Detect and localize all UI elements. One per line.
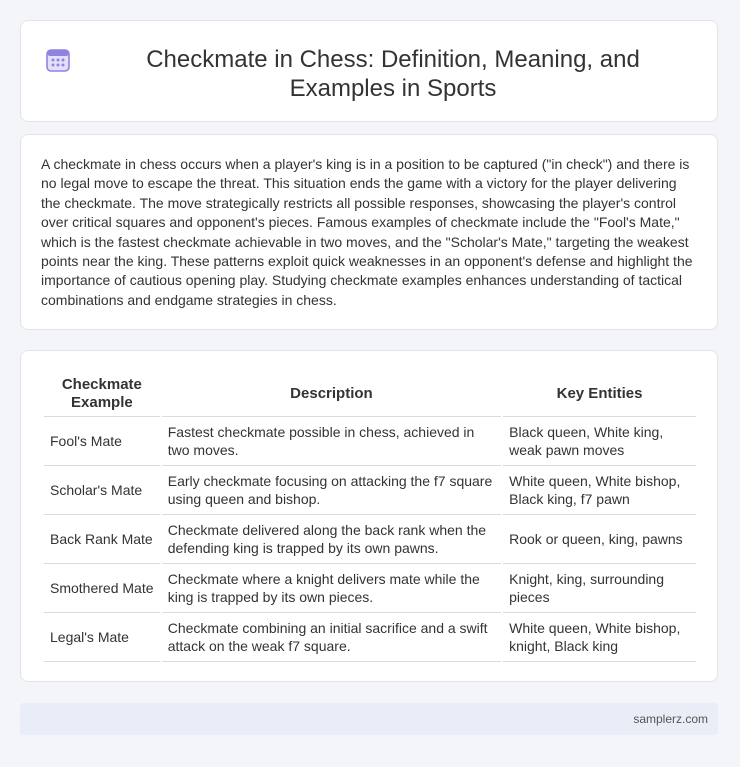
header-description: Description xyxy=(162,372,501,417)
cell-description: Checkmate where a knight delivers mate while the king is trapped by its own pieces. xyxy=(162,564,501,613)
cell-key-entities: Black queen, White king, weak pawn moves xyxy=(503,417,696,466)
table-row xyxy=(44,417,696,466)
cell-example: Smothered Mate xyxy=(44,564,160,613)
footer-site-link[interactable]: samplerz.com xyxy=(633,712,708,726)
table-row xyxy=(44,466,696,515)
table-row xyxy=(44,564,696,613)
cell-key-entities: White queen, White bishop, Black king, f7 pawn xyxy=(503,466,696,515)
cell-description: Early checkmate focusing on attacking the f7 square using queen and bishop. xyxy=(162,466,501,515)
cell-description: Checkmate combining an initial sacrifice and a swift attack on the weak f7 square. xyxy=(162,613,501,662)
title-card xyxy=(20,20,718,122)
table-card xyxy=(20,350,718,682)
cell-example: Legal's Mate xyxy=(44,613,160,662)
page-title: Checkmate in Chess: Definition, Meaning, and Examples in Sports xyxy=(146,46,640,102)
cell-key-entities: White queen, White bishop, knight, Black king xyxy=(503,613,696,662)
cell-description: Checkmate delivered along the back rank when the defending king is trapped by its own pawns. xyxy=(162,515,501,564)
calendar-icon xyxy=(45,47,71,73)
header-key-entities: Key Entities xyxy=(503,372,696,417)
cell-key-entities: Knight, king, surrounding pieces xyxy=(503,564,696,613)
cell-description: Fastest checkmate possible in chess, achieved in two moves. xyxy=(162,417,501,466)
cell-example: Scholar's Mate xyxy=(44,466,160,515)
checkmate-table xyxy=(42,372,698,662)
table-header-row xyxy=(44,372,696,417)
cell-example: Fool's Mate xyxy=(44,417,160,466)
table-row xyxy=(44,515,696,564)
header-example: Checkmate Example xyxy=(44,372,160,417)
footer-bar xyxy=(20,703,718,735)
summary-card xyxy=(20,134,718,330)
cell-example: Back Rank Mate xyxy=(44,515,160,564)
summary-paragraph: A checkmate in chess occurs when a player's king is in a position to be captured ("in check") and there is no legal move to escape the threat. This situation ends the game with a victory for the player delivering the checkmate. The move strategically restricts all possible responses, showcasing the player's control over critical squares and opponent's pieces. Famous examples of checkmate include the "Fool's Mate," which is the fastest checkmate achievable in two moves, and the "Scholar's Mate," targeting the weakest points near the king. These patterns exploit quick weaknesses in an opponent's defense and highlight the importance of cautious opening play. Studying checkmate examples enhances understanding of tactical combinations and endgame strategies in chess. xyxy=(41,156,693,308)
table-row xyxy=(44,613,696,662)
cell-key-entities: Rook or queen, king, pawns xyxy=(503,515,696,564)
